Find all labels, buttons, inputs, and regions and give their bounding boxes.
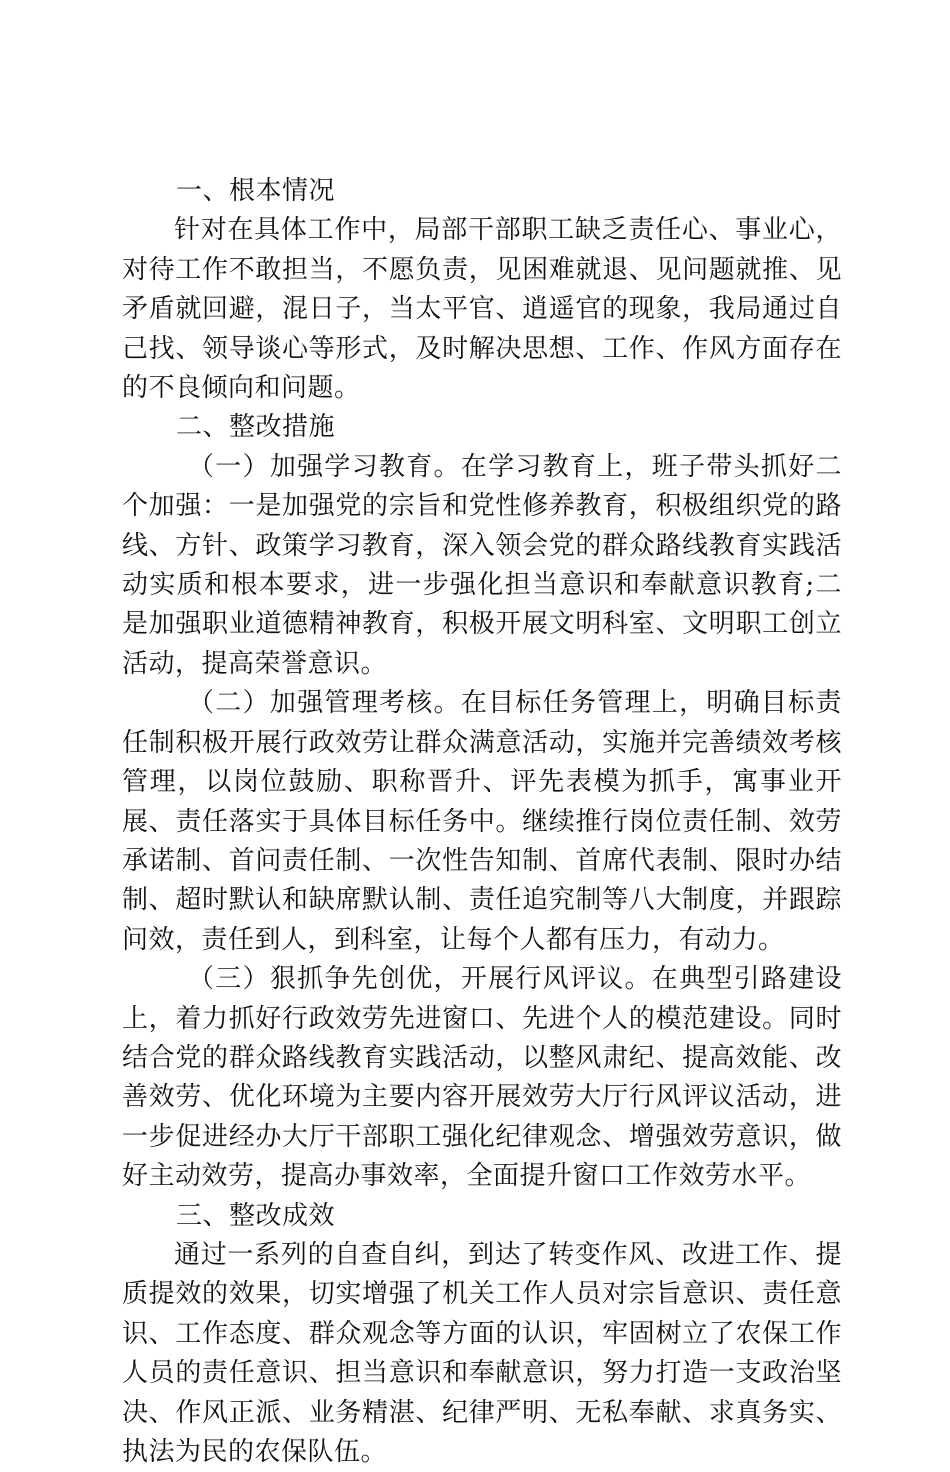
section-heading-basic-situation: 一、根本情况 — [176, 176, 336, 206]
section-heading-rectification-results: 三、整改成效 — [176, 1200, 336, 1231]
paragraph-measure-3: （三）狠抓争先创优，开展行风评议。在典型引路建设上，着力抓好行政效劳先进窗口、先进个人的模范建设。同时结合党的群众路线教育实践活动，以整风肃纪、提高效能、改善效劳、优化环境为主要内容开展效劳大厅行风评议活动，进一步促进经办大厅干部职工强化纪律观念、增强效劳意识，做好主动效劳，提高办事效率，全面提升窗口工作效劳水平。 — [122, 964, 842, 1192]
paragraph-basic-situation: 针对在具体工作中，局部干部职工缺乏责任心、事业心，对待工作不敢担当，不愿负责，见困难就退、见问题就推、见矛盾就回避，混日子，当太平官、逍遥官的现象，我局通过自己找、领导谈心等形式，及时解决思想、工作、作风方面存在的不良倾向和问题。 — [122, 215, 842, 404]
paragraph-measure-2: （二）加强管理考核。在目标任务管理上，明确目标责任制积极开展行政效劳让群众满意活动，实施并完善绩效考核管理，以岗位鼓励、职称晋升、评先表模为抓手，寓事业开展、责任落实于具体目标任务中。继续推行岗位责任制、效劳承诺制、首问责任制、一次性告知制、首席代表制、限时办结制、超时默认和缺席默认制、责任追究制等八大制度，并跟踪问效，责任到人，到科室，让每个人都有压力，有动力。 — [122, 688, 842, 955]
section-heading-rectification-measures: 二、整改措施 — [176, 412, 336, 443]
document-body — [122, 172, 842, 1472]
paragraph-results: 通过一系列的自查自纠，到达了转变作风、改进工作、提质提效的效果，切实增强了机关工作人员对宗旨意识、责任意识、工作态度、群众观念等方面的认识，牢固树立了农保工作人员的责任意识、担当意识和奉献意识，努力打造一支政治坚决、作风正派、业务精湛、纪律严明、无私奉献、求真务实、执法为民的农保队伍。 — [122, 1239, 842, 1467]
paragraph-measure-1: （一）加强学习教育。在学习教育上，班子带头抓好二个加强：一是加强党的宗旨和党性修养教育，积极组织党的路线、方针、政策学习教育，深入领会党的群众路线教育实践活动实质和根本要求，进一步强化担当意识和奉献意识教育;二是加强职业道德精神教育，积极开展文明科室、文明职工创立活动，提高荣誉意识。 — [122, 451, 842, 679]
